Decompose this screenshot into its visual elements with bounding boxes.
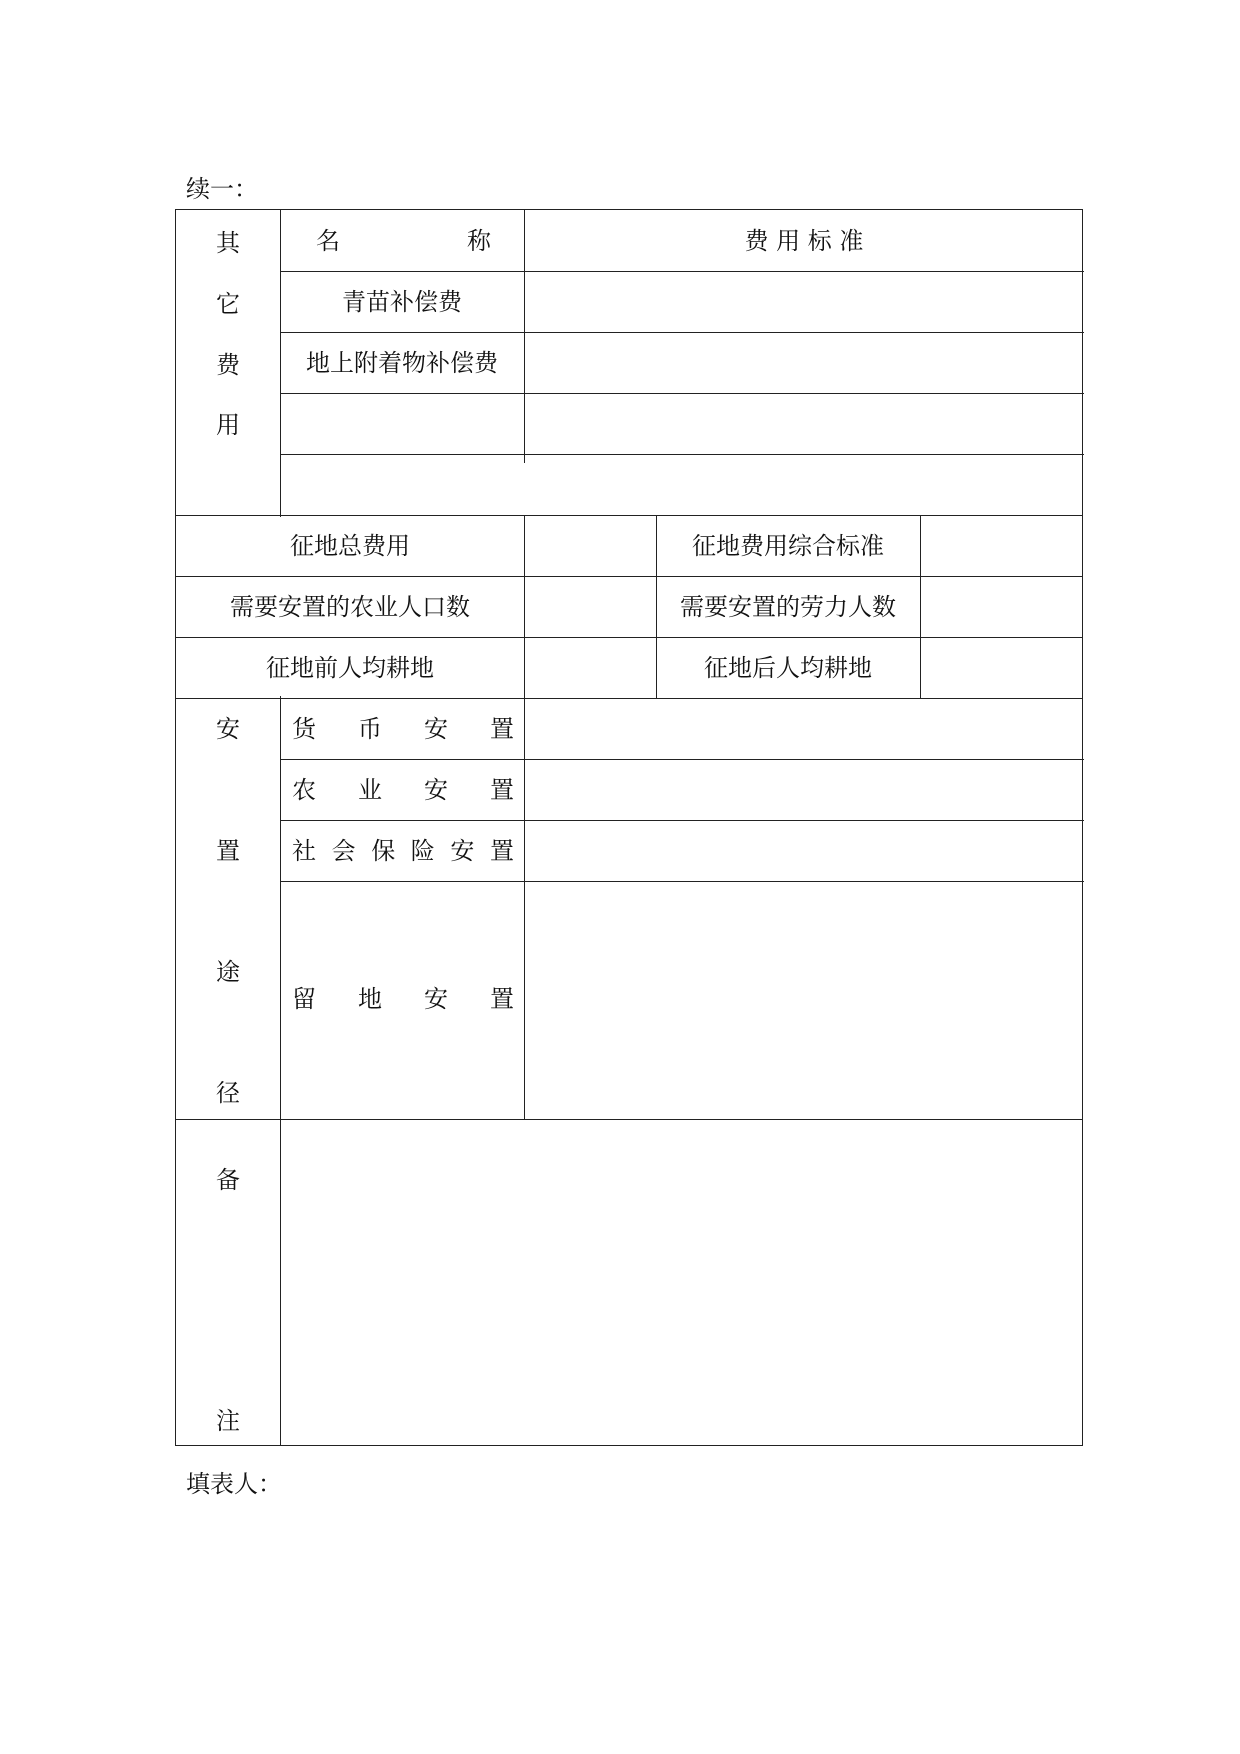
fee-standard-field[interactable] <box>534 469 1074 499</box>
resettlement-section-char: 安 <box>216 715 240 743</box>
summary-column-line <box>524 515 525 698</box>
row-line <box>176 576 1082 577</box>
summary-column-line <box>920 515 921 698</box>
resettlement-value-field[interactable] <box>534 775 1074 805</box>
label-char: 置 <box>489 837 514 865</box>
section-line <box>176 698 1082 699</box>
resettlement-section-char: 置 <box>216 837 240 865</box>
resettlement-item-label <box>292 775 514 805</box>
fee-standard-field[interactable] <box>534 287 1074 317</box>
label-char: 置 <box>490 776 514 804</box>
resettlement-item-label <box>292 836 514 866</box>
summary-label: 征地前人均耕地 <box>266 654 434 682</box>
fee-standard-field[interactable] <box>534 409 1074 439</box>
label-char: 农 <box>292 776 316 804</box>
label-char: 安 <box>424 985 448 1013</box>
resettlement-value-field[interactable] <box>534 836 1074 866</box>
name-header-char: 称 <box>467 227 491 255</box>
row-line <box>280 271 1084 272</box>
other-fees-section-char: 它 <box>216 290 240 318</box>
summary-label: 需要安置的劳力人数 <box>680 593 896 621</box>
resettlement-value-field[interactable] <box>534 714 1074 744</box>
resettlement-value-field[interactable] <box>534 892 1074 1110</box>
summary-value-field[interactable] <box>928 531 1074 561</box>
label-char: 安 <box>424 715 448 743</box>
resettlement-item-label <box>292 984 514 1014</box>
label-char: 置 <box>490 715 514 743</box>
name-column-header <box>316 226 491 256</box>
summary-value-field[interactable] <box>532 592 648 622</box>
remarks-section-char: 注 <box>216 1407 240 1435</box>
label-char: 安 <box>450 837 475 865</box>
summary-label: 征地总费用 <box>290 532 410 560</box>
remarks-section-char: 备 <box>216 1166 240 1194</box>
row-line <box>280 454 1084 455</box>
label-char: 留 <box>292 985 316 1013</box>
land-acquisition-form <box>175 209 1083 1446</box>
fee-name-field[interactable] <box>290 469 514 499</box>
label-char: 货 <box>292 715 316 743</box>
resettlement-column-line <box>524 698 525 1119</box>
label-char: 业 <box>358 776 382 804</box>
label-char: 保 <box>371 837 396 865</box>
label-char: 社 <box>292 837 316 865</box>
standard-column-header: 费 用 标 准 <box>744 227 864 255</box>
summary-label: 征地费用综合标准 <box>692 532 884 560</box>
summary-value-field[interactable] <box>928 592 1074 622</box>
summary-label: 需要安置的农业人口数 <box>230 593 470 621</box>
other-fees-section-char: 费 <box>216 351 240 379</box>
form-filler-label: 填表人： <box>186 1470 282 1498</box>
fee-name-cell: 地上附着物补偿费 <box>306 349 498 377</box>
label-char: 安 <box>424 776 448 804</box>
summary-value-field[interactable] <box>928 653 1074 683</box>
row-line <box>280 881 1084 882</box>
name-header-char: 名 <box>316 227 340 255</box>
row-line <box>280 820 1084 821</box>
label-char: 险 <box>410 837 435 865</box>
summary-value-field[interactable] <box>532 531 648 561</box>
resettlement-item-label <box>292 714 514 744</box>
label-char: 会 <box>331 837 356 865</box>
fee-standard-field[interactable] <box>534 348 1074 378</box>
remarks-field[interactable] <box>292 1132 1072 1432</box>
section-divider-line <box>280 210 281 1445</box>
section-line <box>176 1119 1082 1120</box>
label-char: 置 <box>490 985 514 1013</box>
label-char: 地 <box>358 985 382 1013</box>
row-line <box>176 637 1082 638</box>
other-fees-section-char: 其 <box>216 229 240 257</box>
fee-name-field[interactable] <box>290 409 514 439</box>
other-fees-section-char: 用 <box>216 411 240 439</box>
resettlement-section-char: 途 <box>216 958 240 986</box>
summary-label: 征地后人均耕地 <box>704 654 872 682</box>
resettlement-section-char: 径 <box>216 1079 240 1107</box>
label-char: 币 <box>358 715 382 743</box>
form-heading: 续一： <box>186 175 258 203</box>
row-line <box>280 759 1084 760</box>
row-line <box>280 332 1084 333</box>
summary-value-field[interactable] <box>532 653 648 683</box>
fee-name-cell: 青苗补偿费 <box>342 288 462 316</box>
row-line <box>280 393 1084 394</box>
section-line <box>176 515 1082 516</box>
